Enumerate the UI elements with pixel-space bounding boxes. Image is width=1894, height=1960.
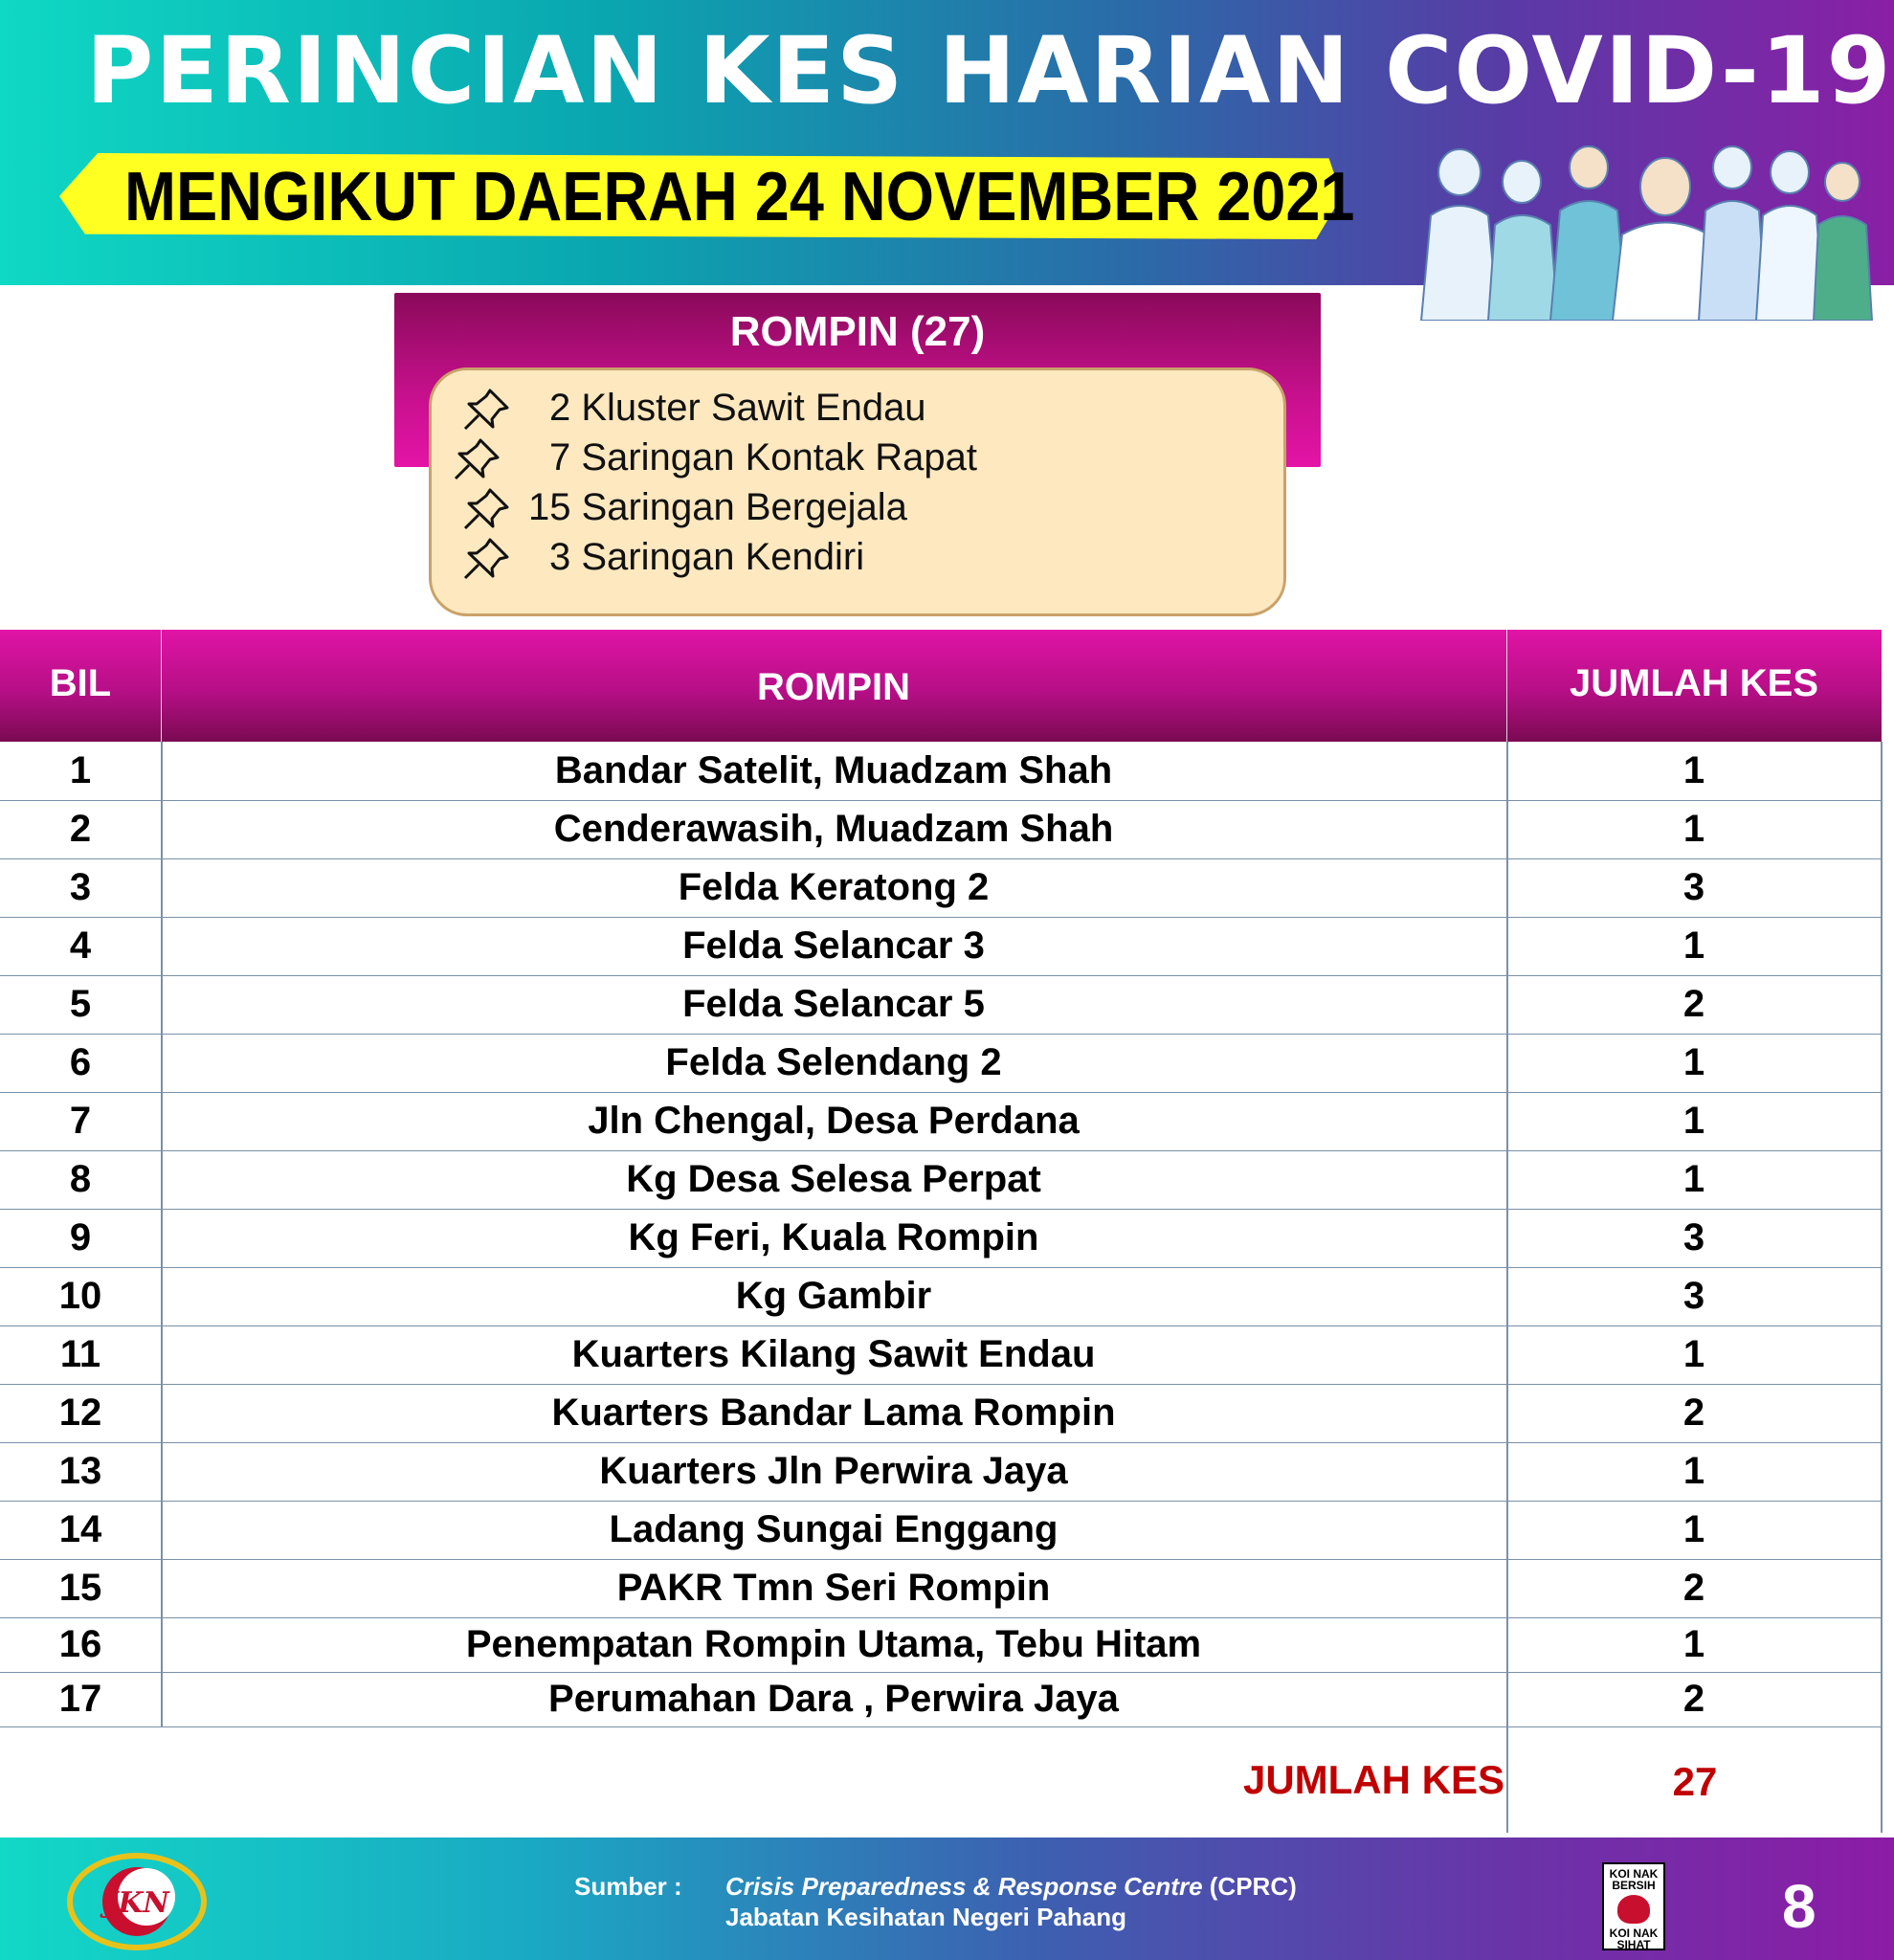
- page-title: PERINCIAN KES HARIAN COVID-19: [86, 17, 1893, 124]
- row-location: Kg Feri, Kuala Rompin: [628, 1216, 1039, 1258]
- row-case-count: 3: [1682, 1216, 1705, 1258]
- row-number: 12: [58, 1392, 102, 1434]
- row-number: 9: [69, 1216, 92, 1258]
- row-case-count: 3: [1682, 866, 1705, 908]
- column-divider: [161, 742, 163, 1726]
- table-row: [0, 1672, 1882, 1727]
- total-value: 27: [1672, 1759, 1718, 1804]
- row-location: Felda Keratong 2: [678, 866, 990, 908]
- row-case-count: 1: [1682, 1158, 1705, 1200]
- pushpin-icon: [461, 536, 511, 582]
- row-location: Felda Selancar 3: [682, 924, 985, 967]
- jkn-logo: [56, 1849, 218, 1954]
- table-right-border: [1881, 742, 1883, 1833]
- row-number: 6: [69, 1041, 92, 1083]
- row-location: Jln Chengal, Desa Perdana: [588, 1100, 1080, 1142]
- jkn-logo-text: JKN: [104, 1886, 169, 1920]
- column-header-lokasi: ROMPIN: [757, 666, 910, 708]
- table-row: [0, 800, 1882, 859]
- header-divider: [1506, 630, 1507, 742]
- pushpin-icon: [452, 436, 501, 482]
- row-case-count: 1: [1682, 1333, 1705, 1375]
- page-number: 8: [1782, 1872, 1816, 1941]
- row-case-count: 1: [1682, 1100, 1705, 1142]
- row-case-count: 1: [1682, 1450, 1705, 1492]
- table-row: [0, 858, 1882, 918]
- source-label: Sumber :: [574, 1872, 682, 1901]
- table-row: [0, 917, 1882, 976]
- row-number: 10: [58, 1275, 102, 1317]
- row-number: 4: [69, 924, 92, 967]
- row-location: Felda Selendang 2: [665, 1041, 1002, 1083]
- row-case-count: 2: [1682, 1567, 1705, 1609]
- row-case-count: 1: [1682, 924, 1705, 967]
- row-location: Penempatan Rompin Utama, Tebu Hitam: [465, 1623, 1202, 1665]
- row-number: 15: [58, 1567, 102, 1609]
- row-case-count: 1: [1682, 749, 1705, 791]
- page-subtitle: MENGIKUT DAERAH 24 NOVEMBER 2021: [124, 159, 1355, 235]
- row-case-count: 1: [1682, 808, 1705, 850]
- row-location: Kg Gambir: [735, 1275, 932, 1317]
- row-number: 11: [59, 1333, 101, 1375]
- column-header-bil: BIL: [49, 662, 112, 704]
- row-case-count: 1: [1682, 1623, 1705, 1665]
- row-number: 3: [69, 866, 92, 908]
- row-number: 8: [69, 1158, 92, 1200]
- table-row: [0, 1209, 1882, 1268]
- row-location: Cenderawasih, Muadzam Shah: [553, 808, 1114, 850]
- summary-title: ROMPIN (27): [729, 308, 986, 355]
- row-number: 13: [58, 1450, 102, 1492]
- row-number: 1: [69, 749, 92, 791]
- row-number: 7: [69, 1100, 92, 1142]
- table-row: [0, 1267, 1882, 1326]
- table-row: [0, 1150, 1882, 1210]
- column-header-jumlah: JUMLAH KES: [1569, 662, 1819, 704]
- table-row: [0, 1559, 1882, 1618]
- row-location: Felda Selancar 5: [682, 983, 985, 1025]
- row-location: Perumahan Dara , Perwira Jaya: [548, 1678, 1119, 1720]
- row-number: 2: [69, 808, 92, 850]
- row-location: Kuarters Kilang Sawit Endau: [571, 1333, 1096, 1375]
- health-workers-illustration: [1407, 129, 1885, 321]
- total-label: JUMLAH KES: [1242, 1757, 1504, 1802]
- row-location: Ladang Sungai Enggang: [609, 1508, 1058, 1550]
- table-row: [0, 975, 1882, 1035]
- source-department: Jabatan Kesihatan Negeri Pahang: [725, 1903, 1127, 1931]
- row-number: 16: [58, 1623, 102, 1665]
- table-row: [0, 1092, 1882, 1151]
- column-divider: [1506, 742, 1508, 1833]
- table-row: [0, 1034, 1882, 1093]
- row-location: Kuarters Bandar Lama Rompin: [551, 1392, 1116, 1434]
- row-case-count: 3: [1682, 1275, 1705, 1317]
- row-case-count: 1: [1682, 1041, 1705, 1083]
- koi-nak-sihat-logo: KOI NAK BERSIH KOI NAK SIHAT: [1602, 1862, 1665, 1950]
- heart-icon: [1617, 1895, 1650, 1924]
- row-number: 17: [58, 1678, 102, 1720]
- pushpin-icon: [461, 387, 511, 433]
- row-number: 5: [69, 983, 92, 1025]
- header-divider: [161, 630, 162, 742]
- pushpin-icon: [461, 486, 511, 532]
- row-case-count: 1: [1682, 1508, 1705, 1550]
- row-location: Kuarters Jln Perwira Jaya: [599, 1450, 1068, 1492]
- row-case-count: 2: [1682, 1392, 1705, 1434]
- row-case-count: 2: [1682, 1678, 1705, 1720]
- row-location: PAKR Tmn Seri Rompin: [616, 1567, 1051, 1609]
- table-row: [0, 742, 1882, 801]
- row-location: Kg Desa Selesa Perpat: [626, 1158, 1041, 1200]
- table-row: [0, 1384, 1882, 1443]
- row-case-count: 2: [1682, 983, 1705, 1025]
- row-number: 14: [58, 1508, 102, 1550]
- table-row: [0, 1617, 1882, 1673]
- source-organization: Crisis Preparedness & Response Centre (CPRC): [725, 1872, 1297, 1901]
- row-location: Bandar Satelit, Muadzam Shah: [554, 749, 1113, 791]
- table-row: [0, 1325, 1882, 1385]
- table-row: [0, 1442, 1882, 1502]
- table-row: [0, 1501, 1882, 1560]
